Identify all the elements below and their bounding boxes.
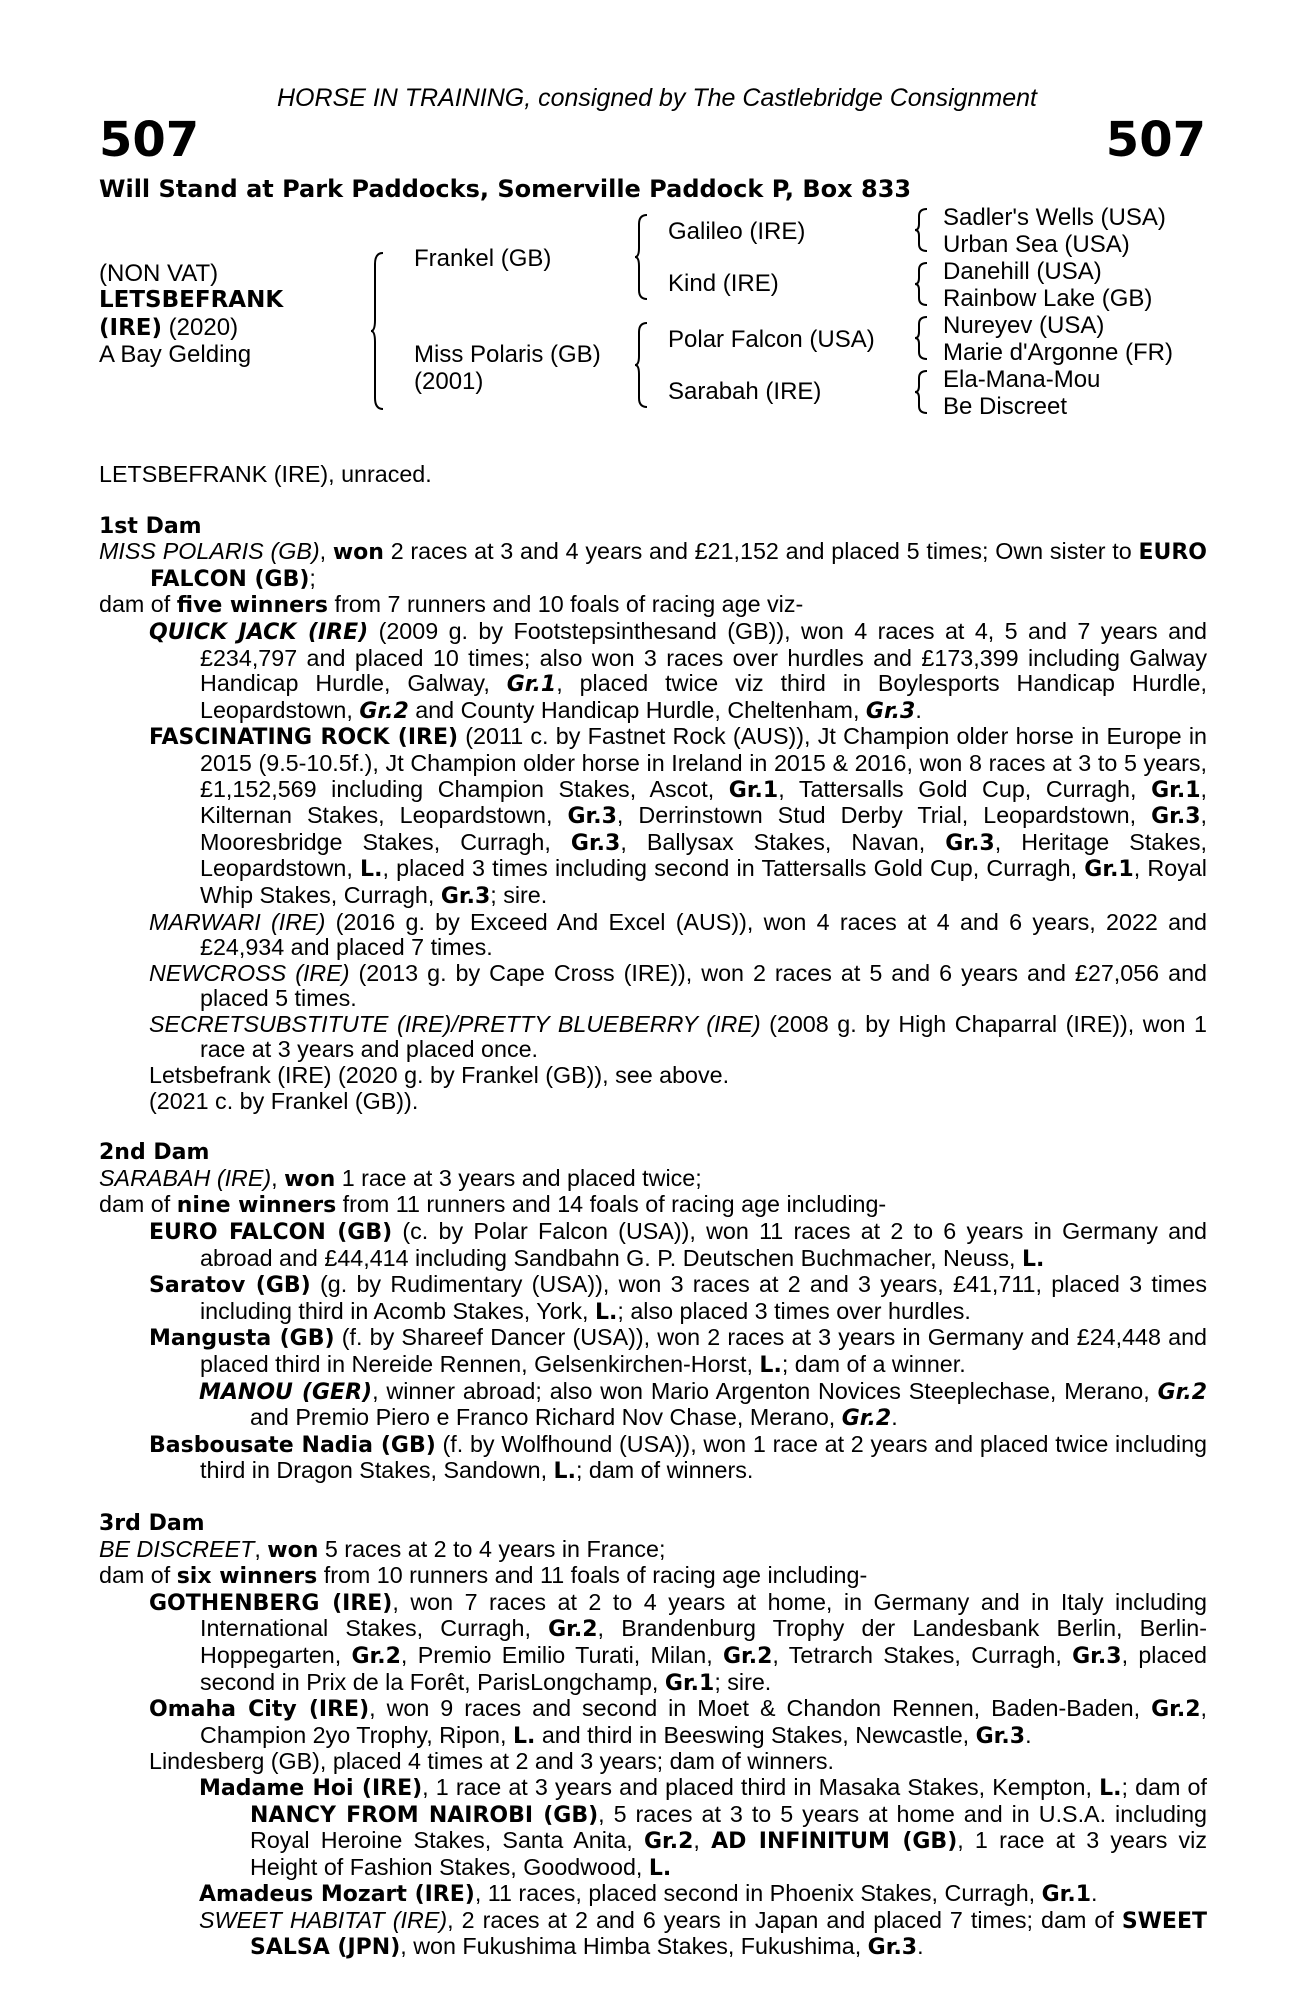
ped-dsd: Marie d'Argonne (FR) [943,339,1173,366]
third-dam-summary: BE DISCREET, won 5 races at 2 to 4 years in France; [99,1535,666,1563]
second-dam-heading: 2nd Dam [99,1140,210,1166]
ped-sds: Danehill (USA) [943,258,1102,285]
ped-sdd: Rainbow Lake (GB) [943,285,1153,312]
second-dam-entry: Basbousate Nadia (GB) (f. by Wolfhound (USA)), won 1 race at 2 years and placed twice including third in Dragon Stakes, Sandown, L.; dam of winners. [149,1430,1207,1485]
third-dam-entry: Lindesberg (GB), placed 4 times at 2 and 3 years; dam of winners. [149,1748,835,1775]
third-dam-entry: Omaha City (IRE), won 9 races and second in Moet & Chandon Rennen, Baden-Baden, Gr.2, Champion 2yo Trophy, Ripon, L. and third in Beeswing Stakes, Newcastle, Gr.3. [149,1695,1207,1749]
second-dam-subentry: MANOU (GER), winner abroad; also won Mario Argenton Novices Steeplechase, Merano, Gr.2 and Premio Piero e Franco Richard Nov Chase, Merano, Gr.2. [199,1377,1207,1432]
first-dam-entry: (2021 c. by Frankel (GB)). [149,1087,419,1114]
ped-dss: Nureyev (USA) [943,312,1105,339]
horse-origin-year [99,314,238,342]
bracket-gen2-sire [634,214,648,300]
lot-number-right: 507 [1105,112,1206,168]
ped-sss: Sadler's Wells (USA) [943,204,1166,231]
first-dam-entry: QUICK JACK (IRE) (2009 g. by Footstepsinthesand (GB)), won 4 races at 4, 5 and 7 years and £234,797 and placed 10 times; also won 3 races over hurdles and £173,399 including Galway Handicap Hurdle, Galway, Gr.1, placed twice viz third in Boylesports Handicap Hurdle, Leopardstown, Gr.2 and County Handicap Hurdle, Cheltenham, Gr.3. [149,617,1207,724]
sire-sire: Galileo (IRE) [668,218,806,245]
ped-ddd: Be Discreet [943,393,1068,420]
third-dam-entry: GOTHENBERG (IRE), won 7 races at 2 to 4 years at home, in Germany and in Italy including International Stakes, Curragh, Gr.2, Brandenburg Trophy der Landesbank Berlin, Berlin-Hoppegarten, Gr.2, Premio Emilio Turati, Milan, Gr.2, Tetrarch Stakes, Curragh, Gr.3, placed second in Prix de la Forêt, ParisLongchamp, Gr.1; sire. [149,1588,1207,1696]
third-dam-heading: 3rd Dam [99,1510,205,1536]
second-dam-summary: SARABAH (IRE), won 1 race at 3 years and placed twice; [99,1164,702,1192]
first-dam-heading: 1st Dam [99,513,202,539]
intro-line: LETSBEFRANK (IRE), unraced. [99,461,432,487]
first-dam-produce: dam of five winners from 7 runners and 10 foals of racing age viz- [99,591,804,619]
horse-year: (2020) [162,314,239,341]
bracket-gen3-2 [914,262,928,306]
second-dam-produce: dam of nine winners from 11 runners and 14 foals of racing age including- [99,1191,887,1219]
catalogue-body [99,462,1207,1961]
horse-description: A Bay Gelding [99,341,252,368]
first-dam-entry: FASCINATING ROCK (IRE) (2011 c. by Fastnet Rock (AUS)), Jt Champion older horse in Europe in 2015 (9.5-10.5f.), Jt Champion older horse in Ireland in 2015 & 2016, won 8 races at 3 to 5 years, £1,152,569 including Champion Stakes, Ascot, Gr.1, Tattersalls Gold Cup, Curragh, Gr.1, Kilternan Stakes, Leopardstown, Gr.3, Derrinstown Stud Derby Trial, Leopardstown, Gr.3, Mooresbridge Stakes, Curragh, Gr.3, Ballysax Stakes, Navan, Gr.3, Heritage Stakes, Leopardstown, L., placed 3 times including second in Tattersalls Gold Cup, Curragh, Gr.1, Royal Whip Stakes, Curragh, Gr.3; sire. [149,723,1207,909]
sire-dam: Kind (IRE) [668,270,779,297]
sire-name: Frankel (GB) [414,245,552,272]
bracket-gen3-1 [914,208,928,252]
dam-name: Miss Polaris (GB) [414,341,601,368]
dam-dam: Sarabah (IRE) [668,378,822,405]
bracket-gen3-3 [914,316,928,360]
ped-ssd: Urban Sea (USA) [943,231,1130,258]
first-dam-entry: MARWARI (IRE) (2016 g. by Exceed And Excel (AUS)), won 4 races at 4 and 6 years, 2022 and £24,934 and placed 7 times. [149,908,1208,961]
first-dam-entry: Letsbefrank (IRE) (2020 g. by Frankel (GB)), see above. [149,1062,730,1089]
third-dam-subentry: Madame Hoi (IRE), 1 race at 3 years and placed third in Masaka Stakes, Kempton, L.; dam of NANCY FROM NAIROBI (GB), 5 races at 3 to 5 years at home and in U.S.A. including Royal Heroine Stakes, Santa Anita, Gr.2, AD INFINITUM (GB), 1 race at 3 years viz Height of Fashion Stakes, Goodwood, L. [199,1773,1208,1881]
second-dam-entry: Mangusta (GB) (f. by Shareef Dancer (USA)), won 2 races at 3 years in Germany and £24,448 and placed third in Nereide Rennen, Gelsenkirchen-Horst, L.; dam of a winner. [149,1324,1207,1378]
consignment-title: HORSE IN TRAINING, consigned by The Castlebridge Consignment [276,84,1038,112]
first-dam-entry: NEWCROSS (IRE) (2013 g. by Cape Cross (IRE)), won 2 races at 5 and 6 years and £27,056 and placed 5 times. [149,959,1207,1012]
first-dam-entry: SECRETSUBSTITUTE (IRE)/PRETTY BLUEBERRY (IRE) (2008 g. by High Chaparral (IRE)), won 1 race at 3 years and placed once. [149,1010,1207,1063]
third-dam-subentry: SWEET HABITAT (IRE), 2 races at 2 and 6 years in Japan and placed 7 times; dam of SWEET SALSA (JPN), won Fukushima Himba Stakes, Fukushima, Gr.3. [199,1906,1207,1961]
horse-origin: (IRE) [99,315,163,341]
bracket-gen3-4 [914,370,928,414]
lot-number-left: 507 [99,112,200,168]
bracket-gen2-dam [634,322,648,408]
third-dam-produce: dam of six winners from 10 runners and 11 foals of racing age including- [99,1562,868,1590]
ped-dds: Ela-Mana-Mou [943,366,1101,393]
dam-year: (2001) [414,368,484,395]
bracket-gen1 [370,252,384,410]
second-dam-entry: Saratov (GB) (g. by Rudimentary (USA)), won 3 races at 2 and 3 years, £41,711, placed 3 times including third in Acomb Stakes, York, L.; also placed 3 times over hurdles. [149,1271,1207,1325]
stand-location: Will Stand at Park Paddocks, Somerville Paddock P, Box 833 [99,175,912,203]
horse-vat: (NON VAT) [99,260,219,287]
horse-name: LETSBEFRANK [99,287,284,313]
second-dam-entry: EURO FALCON (GB) (c. by Polar Falcon (USA)), won 11 races at 2 to 6 years in Germany and abroad and £44,414 including Sandbahn G. P. Deutschen Buchmacher, Neuss, L. [149,1218,1207,1272]
first-dam-summary: MISS POLARIS (GB), won 2 races at 3 and 4 years and £21,152 and placed 5 times; Own sister to EURO FALCON (GB); [99,538,1208,592]
third-dam-subentry: Amadeus Mozart (IRE), 11 races, placed second in Phoenix Stakes, Curragh, Gr.1. [199,1880,1098,1908]
dam-sire: Polar Falcon (USA) [668,326,875,353]
